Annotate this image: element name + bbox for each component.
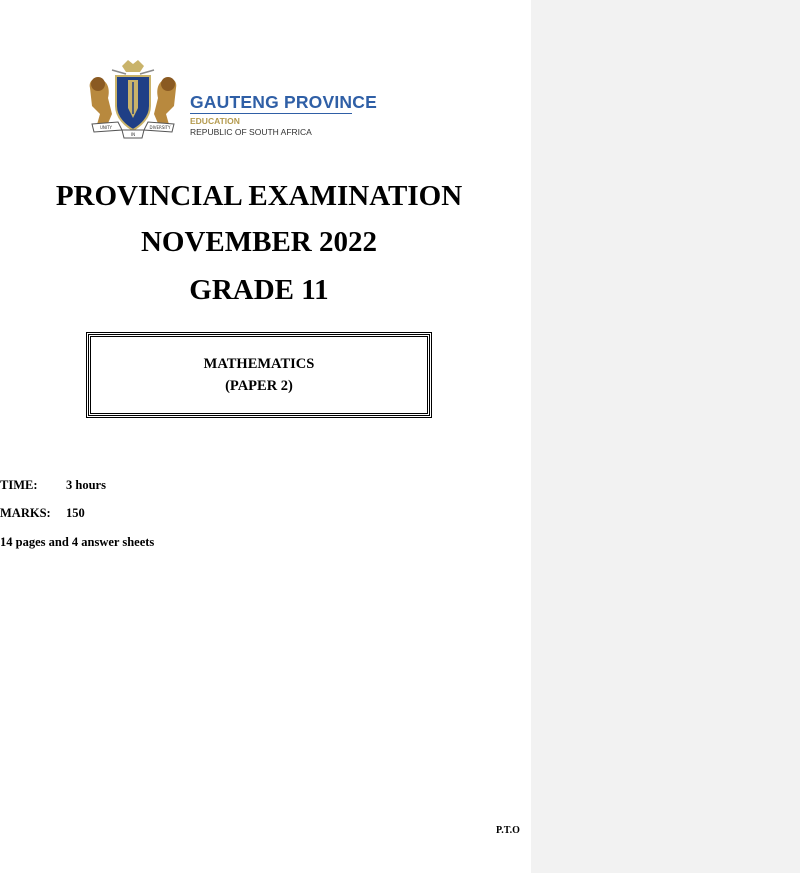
subject-box [88,334,430,416]
subject-paper: (PAPER 2) [225,378,293,394]
marks-value: 150 [66,506,85,520]
time-label: TIME: [0,478,38,492]
logo-subtitle-education: EDUCATION [190,116,240,126]
logo-title: GAUTENG PROVINCE [190,92,377,112]
gauteng-logo [82,58,377,142]
exam-title: PROVINCIAL EXAMINATION [55,180,463,212]
exam-date: NOVEMBER 2022 [140,226,378,258]
side-panel [531,0,800,873]
svg-text:DIVERSITY: DIVERSITY [149,125,171,130]
pages-note: 14 pages and 4 answer sheets [0,535,155,549]
time-value: 3 hours [66,478,106,492]
time-row [0,478,106,493]
logo-subtitle-country: REPUBLIC OF SOUTH AFRICA [190,127,312,137]
exam-grade: GRADE 11 [189,274,329,306]
logo-text [190,92,377,138]
svg-text:IN: IN [130,132,136,137]
svg-text:UNITY: UNITY [100,125,112,130]
marks-row [0,506,85,521]
subject-name: MATHEMATICS [203,356,315,372]
pto-label: P.T.O [496,825,520,836]
gauteng-coat-of-arms-icon [82,58,184,142]
marks-label: MARKS: [0,506,51,520]
logo-divider [190,113,352,114]
